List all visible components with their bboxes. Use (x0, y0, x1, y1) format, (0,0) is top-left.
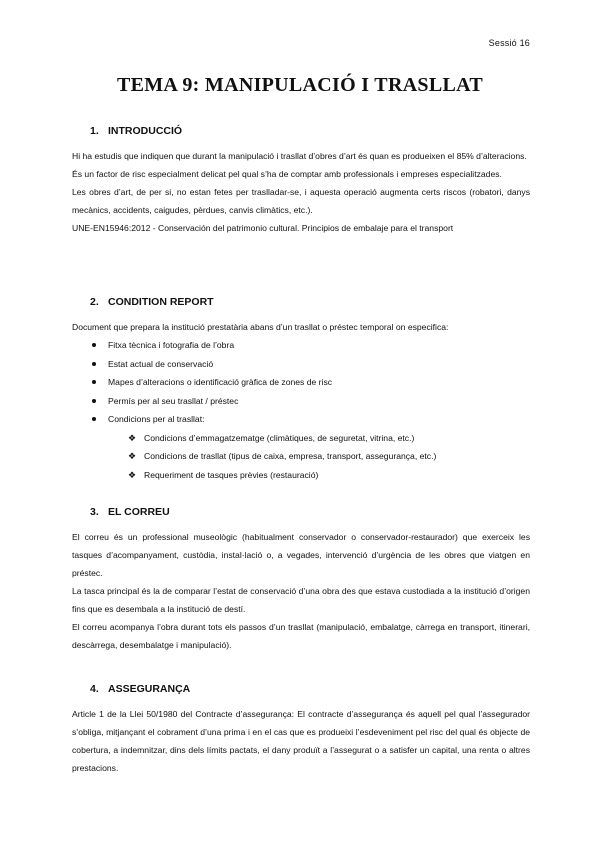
list-item-text: Condicions d’emmagatzematge (climàtiques, de seguretat, vitrina, etc.) (144, 432, 415, 443)
paragraph: És un factor de risc especialment delicat pel qual s’ha de comptar amb professionals i empreses especialitzades. (72, 169, 502, 179)
list-item (72, 336, 530, 355)
list-item (72, 466, 530, 485)
bullet-icon (92, 380, 96, 384)
section-title: CONDITION REPORT (108, 296, 214, 308)
bullet-list (72, 336, 530, 429)
section-title: INTRODUCCIÓ (108, 125, 183, 137)
section-title: EL CORREU (108, 506, 170, 518)
diamond-bullet-icon: ❖ (128, 432, 137, 443)
section-condition-report (72, 296, 530, 484)
list-item (72, 447, 530, 466)
paragraph: Document que prepara la institució prestatària abans d’un trasllat o préstec temporal on especifica: (72, 322, 449, 332)
paragraph: Article 1 de la Llei 50/1980 del Contracte d’assegurança: El contracte d’assegurança és aquell pel qual l’assegurador s’obliga, mitjançant el cobrament d’una prima i en el cas que es produeixi l’esdeveniment pel risc del qual és objecte de cobertura, a indemnitzar, dins dels límits pactats, el dany produït a l’assegurat o a satisfer un capital, una renta o altres prestacions. (72, 709, 530, 773)
list-item-text: Permís per al seu trasllat / préstec (108, 395, 239, 406)
page-title: TEMA 9: MANIPULACIÓ I TRASLLAT (116, 74, 484, 96)
paragraph: Les obres d’art, de per si, no estan fetes per traslladar-se, i aquesta operació augmenta certs riscos (robatori, danys mecànics, accidents, caigudes, pèrdues, canvis climàtics, etc.). (72, 187, 530, 215)
paragraph: UNE-EN15946:2012 - Conservación del patrimonio cultural. Principios de embalaje para el transport (72, 223, 454, 233)
list-item-text: Requeriment de tasques prèvies (restauració) (144, 469, 319, 480)
bullet-icon (92, 343, 96, 347)
list-item (72, 392, 530, 411)
section-heading (90, 506, 530, 518)
sub-bullet-list (72, 429, 530, 485)
paragraph: La tasca principal és la de comparar l’estat de conservació d’una obra des que estava custodiada a la institució d’origen fins que es desembala a la institució de destí. (72, 586, 530, 614)
section-heading (90, 683, 530, 695)
section-number: 2. (90, 296, 99, 308)
list-item-text: Estat actual de conservació (108, 358, 214, 369)
section-number: 4. (90, 683, 99, 695)
list-item (72, 410, 530, 429)
diamond-bullet-icon: ❖ (128, 469, 137, 480)
bullet-icon (92, 362, 96, 366)
bullet-icon (92, 399, 96, 403)
list-item-text: Fitxa tècnica i fotografia de l’obra (108, 340, 235, 350)
paragraph: El correu és un professional museològic (habitualment conservador o conservador-restaurador) que exerceix les tasques d’acompanyament, custòdia, instal·lació o, a vegades, intervenció d’urgència de les obres que viatgen en préstec. (72, 532, 530, 578)
paragraph: Hi ha estudis que indiquen que durant la manipulació i trasllat d’obres d’art és quan es produeixen el 85% d’alteracions. (72, 151, 527, 161)
section-heading (90, 296, 530, 308)
list-item (72, 355, 530, 374)
list-item-text: Condicions per al trasllat: (108, 414, 205, 424)
list-item (72, 429, 530, 448)
section-asseguranca (72, 683, 530, 777)
paragraph: El correu acompanya l’obra durant tots els passos d’un trasllat (manipulació, embalatge, càrrega en transport, itinerari, descàrrega, desembalatge i manipulació). (72, 622, 530, 650)
bullet-icon (92, 417, 96, 421)
section-introduccio (72, 125, 530, 237)
section-title: ASSEGURANÇA (108, 683, 191, 695)
session-label: Sessió 16 (488, 38, 530, 48)
diamond-bullet-icon: ❖ (128, 451, 137, 461)
section-number: 3. (90, 506, 99, 518)
list-item (72, 373, 530, 392)
section-heading (90, 125, 530, 137)
list-item-text: Condicions de trasllat (tipus de caixa, empresa, transport, assegurança, etc.) (144, 451, 437, 461)
list-item-text: Mapes d’alteracions o identificació gràfica de zones de risc (108, 377, 333, 387)
section-number: 1. (90, 125, 99, 137)
section-el-correu (72, 506, 530, 654)
